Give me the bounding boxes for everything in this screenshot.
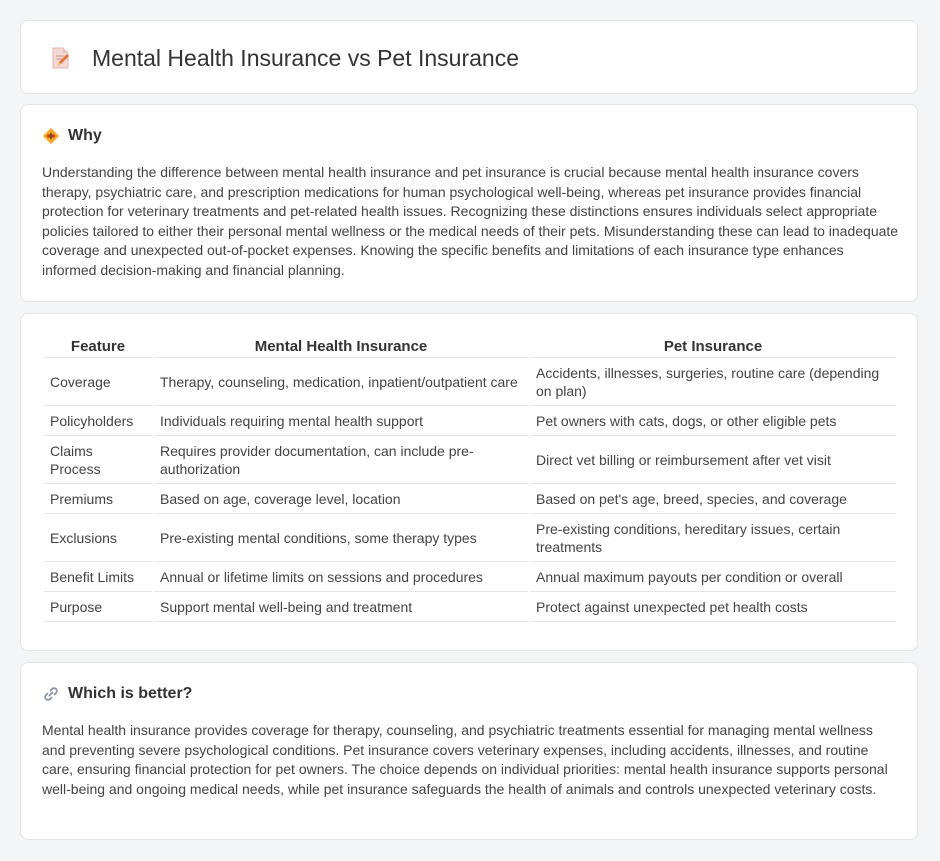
page-title: Mental Health Insurance vs Pet Insurance <box>92 45 520 71</box>
comparison-table-card <box>20 313 918 651</box>
table-cell-pet: Pre-existing conditions, hereditary issues, certain treatments <box>530 514 896 562</box>
header-pet: Pet Insurance <box>530 335 896 358</box>
header-feature: Feature <box>44 335 152 358</box>
table-row <box>44 592 896 622</box>
table-header-row <box>44 335 896 358</box>
document-edit-icon <box>47 45 73 71</box>
table-row <box>44 562 896 592</box>
table-row <box>44 514 896 562</box>
better-heading <box>42 684 192 704</box>
table-cell-pet: Pet owners with cats, dogs, or other eligible pets <box>530 406 896 436</box>
table-row <box>44 406 896 436</box>
table-cell-pet: Direct vet billing or reimbursement after vet visit <box>530 436 896 484</box>
table-cell-mental: Support mental well-being and treatment <box>154 592 528 622</box>
title-card <box>20 20 918 94</box>
header-mental-health: Mental Health Insurance <box>154 335 528 358</box>
table-cell-mental: Requires provider documentation, can include pre-authorization <box>154 436 528 484</box>
which-is-better-section <box>20 662 918 840</box>
table-cell-feature: Coverage <box>44 358 152 406</box>
table-cell-feature: Claims Process <box>44 436 152 484</box>
table-cell-mental: Based on age, coverage level, location <box>154 484 528 514</box>
table-cell-mental: Annual or lifetime limits on sessions and procedures <box>154 562 528 592</box>
comparison-table <box>42 335 898 622</box>
table-cell-mental: Individuals requiring mental health support <box>154 406 528 436</box>
table-cell-feature: Purpose <box>44 592 152 622</box>
link-icon <box>42 685 60 703</box>
table-cell-mental: Pre-existing mental conditions, some therapy types <box>154 514 528 562</box>
table-cell-pet: Based on pet's age, breed, species, and coverage <box>530 484 896 514</box>
table-cell-pet: Annual maximum payouts per condition or overall <box>530 562 896 592</box>
table-row <box>44 358 896 406</box>
why-heading <box>42 126 102 146</box>
table-cell-feature: Policyholders <box>44 406 152 436</box>
table-cell-mental: Therapy, counseling, medication, inpatient/outpatient care <box>154 358 528 406</box>
table-cell-pet: Protect against unexpected pet health costs <box>530 592 896 622</box>
table-row <box>44 484 896 514</box>
better-text: Mental health insurance provides coverage for therapy, counseling, and psychiatric treatments essential for managing mental wellness and preventing severe psychological conditions. Pet insurance covers veterinary expenses, including accidents, illnesses, and routine care, ensuring financial protection for pet owners. The choice depends on individual priorities: mental health insurance supports personal well-being and ongoing medical needs, while pet insurance safeguards the health of animals and controls unexpected veterinary costs. <box>42 722 888 797</box>
why-title: Why <box>68 127 102 144</box>
table-row <box>44 436 896 484</box>
better-title: Which is better? <box>68 685 193 702</box>
table-cell-pet: Accidents, illnesses, surgeries, routine care (depending on plan) <box>530 358 896 406</box>
why-section <box>20 104 918 302</box>
table-cell-feature: Premiums <box>44 484 152 514</box>
why-text: Understanding the difference between mental health insurance and pet insurance is crucial because mental health insurance covers therapy, psychiatric care, and prescription medications for human psychological well-being, whereas pet insurance provides financial protection for veterinary treatments and pet-related health issues. Recognizing these distinctions ensures individuals select appropriate policies tailored to either their personal mental wellness or the medical needs of their pets. Misunderstanding these can lead to inadequate coverage and unexpected out-of-pocket expenses. Knowing the specific benefits and limitations of each insurance type enhances informed decision-making and financial planning. <box>42 164 899 278</box>
table-cell-feature: Benefit Limits <box>44 562 152 592</box>
table-cell-feature: Exclusions <box>44 514 152 562</box>
diamond-badge-icon <box>42 127 60 145</box>
